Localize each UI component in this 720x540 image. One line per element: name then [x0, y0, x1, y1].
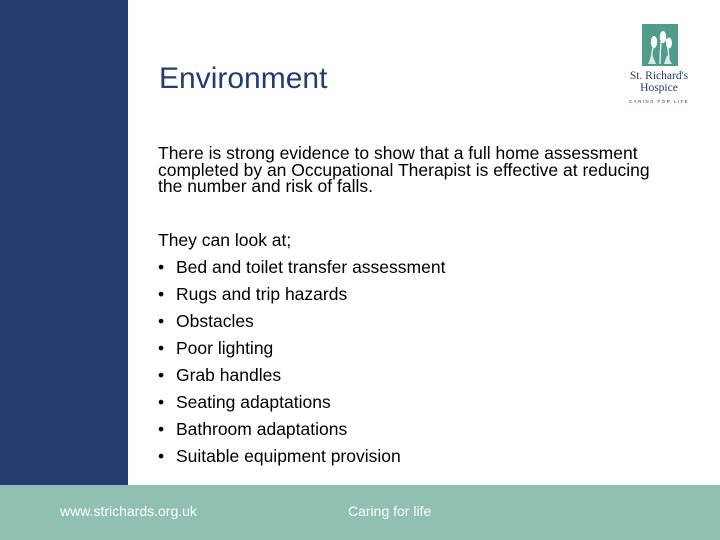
list-item-text: Grab handles [176, 365, 282, 385]
list-lead-in: They can look at; [158, 230, 292, 250]
hospice-logo [618, 22, 700, 106]
list-item-text: Bed and toilet transfer assessment [176, 257, 446, 277]
list-item-text: Rugs and trip hazards [176, 284, 348, 304]
bullet-icon: • [158, 392, 165, 412]
bullet-icon: • [158, 284, 165, 304]
intro-paragraph: There is strong evidence to show that a full home assessment completed by an Occupational Therapist is effective at reducing the number and risk of falls. [158, 143, 650, 196]
slide-title: Environment [159, 62, 328, 95]
list-item-text: Suitable equipment provision [176, 446, 401, 466]
list-item-text: Obstacles [176, 311, 254, 331]
list-item-text: Poor lighting [176, 338, 274, 358]
list-item-text: Bathroom adaptations [176, 419, 348, 439]
logo-name-line1: St. Richard's [629, 70, 689, 82]
logo-name-line2: Hospice [640, 82, 678, 94]
list-item-text: Seating adaptations [176, 392, 331, 412]
bullet-icon: • [158, 311, 165, 331]
bullet-icon: • [158, 257, 165, 277]
bullet-icon: • [158, 446, 165, 466]
bullet-icon: • [158, 365, 165, 385]
footer-website-link[interactable]: www.strichards.org.uk [60, 503, 197, 519]
left-accent-band [0, 0, 128, 485]
snowdrop-flower-icon [642, 24, 678, 66]
logo-name [618, 70, 700, 94]
footer-tagline: Caring for life [348, 503, 432, 519]
logo-tagline: CARING FOR LIFE [628, 99, 689, 104]
bullet-icon: • [158, 338, 165, 358]
bullet-icon: • [158, 419, 165, 439]
